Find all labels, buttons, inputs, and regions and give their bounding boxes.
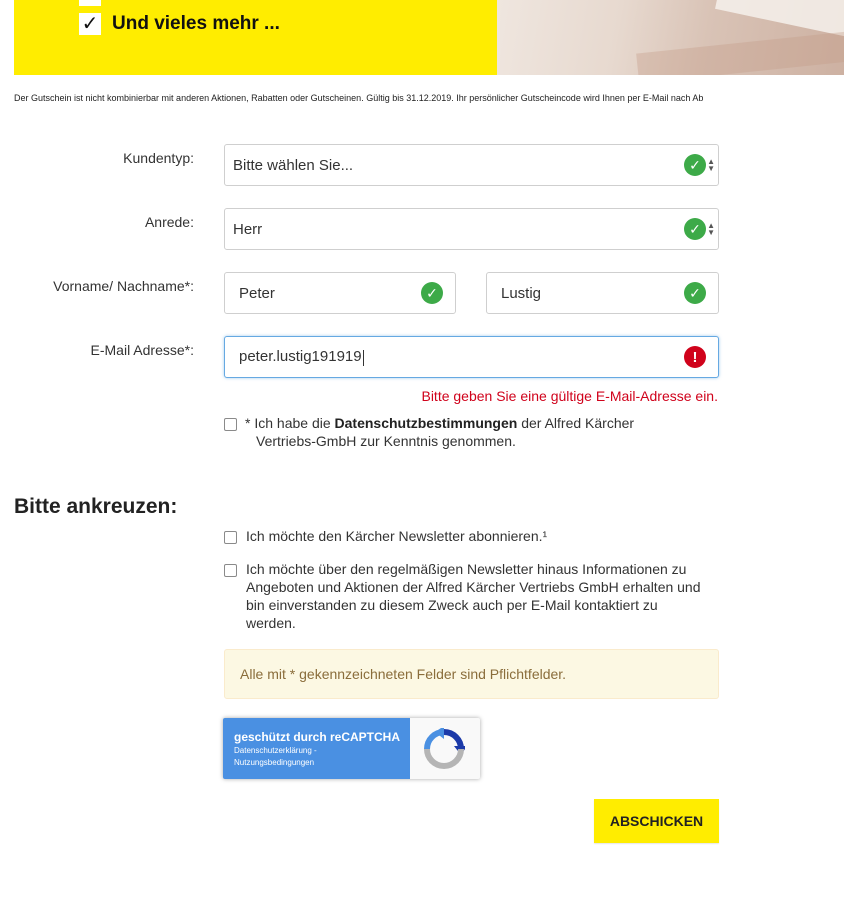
privacy-link[interactable]: Datenschutzbestimmungen (334, 415, 518, 431)
email-input[interactable] (224, 336, 719, 378)
kundentyp-label: Kundentyp: (123, 150, 194, 166)
section-title: Bitte ankreuzen: (14, 495, 178, 518)
voucher-disclaimer: Der Gutschein ist nicht kombinierbar mit anderen Aktionen, Rabatten oder Gutscheinen. Gültig bis 31.12.2019. Ihr persönlicher Gutscheincode wird Ihnen per E-Mail nach Ab (14, 93, 704, 103)
required-fields-notice: Alle mit * gekennzeichneten Felder sind Pflichtfelder. (224, 649, 719, 699)
recaptcha-links[interactable]: Datenschutzerklärung - Nutzungsbedingungen (234, 746, 317, 767)
recaptcha-title: geschützt durch reCAPTCHA (234, 730, 401, 744)
first-name-value: Peter (239, 284, 275, 302)
valid-check-icon: ✓ (684, 282, 706, 304)
valid-check-icon: ✓ (684, 154, 706, 176)
info-consent-checkbox[interactable] (224, 564, 237, 577)
promo-banner (14, 0, 497, 75)
valid-check-icon: ✓ (421, 282, 443, 304)
privacy-checkbox[interactable] (224, 418, 237, 431)
checklist-item (79, 13, 280, 35)
banner-image (497, 0, 844, 75)
select-arrows-icon: ▲ ▼ (707, 157, 715, 173)
error-icon: ! (684, 346, 706, 368)
newsletter-checkbox[interactable] (224, 531, 237, 544)
info-consent-label: Ich möchte über den regelmäßigen Newsletter hinaus Informationen zu Angeboten und Aktionen der Alfred Kärcher Vertriebs GmbH erhalten und bin einverstanden zu diesem Zweck auch per E-Mail kontaktiert zu werden. (246, 561, 701, 631)
anrede-label: Anrede: (144, 214, 194, 230)
email-error-message: Bitte geben Sie eine gültige E-Mail-Adresse ein. (421, 388, 718, 404)
first-name-input[interactable] (224, 272, 456, 314)
email-label: E-Mail Adresse*: (90, 342, 194, 358)
recaptcha-logo-icon (423, 728, 465, 770)
name-label: Vorname/ Nachname*: (53, 278, 194, 294)
last-name-input[interactable] (486, 272, 719, 314)
valid-check-icon: ✓ (684, 218, 706, 240)
last-name-value: Lustig (501, 284, 542, 302)
anrede-select[interactable] (224, 208, 719, 250)
checklist-item-partial (79, 0, 101, 6)
kundentyp-value: Bitte wählen Sie... (233, 156, 354, 174)
anrede-value: Herr (233, 220, 263, 238)
check-icon: ✓ (79, 13, 101, 35)
recaptcha-info (223, 718, 410, 779)
privacy-text: * Ich habe die Datenschutzbestimmungen der Alfred Kärcher Vertriebs-GmbH zur Kenntnis genommen. (245, 415, 635, 449)
newsletter-label: Ich möchte den Kärcher Newsletter abonnieren.¹ (246, 528, 548, 544)
submit-button[interactable]: ABSCHICKEN (594, 799, 719, 843)
email-value: peter.lustig191919 (239, 348, 362, 366)
select-arrows-icon: ▲ ▼ (707, 221, 715, 237)
kundentyp-select[interactable] (224, 144, 719, 186)
checklist-item-label: Und vieles mehr ... (112, 13, 280, 34)
recaptcha-badge[interactable] (223, 718, 480, 779)
